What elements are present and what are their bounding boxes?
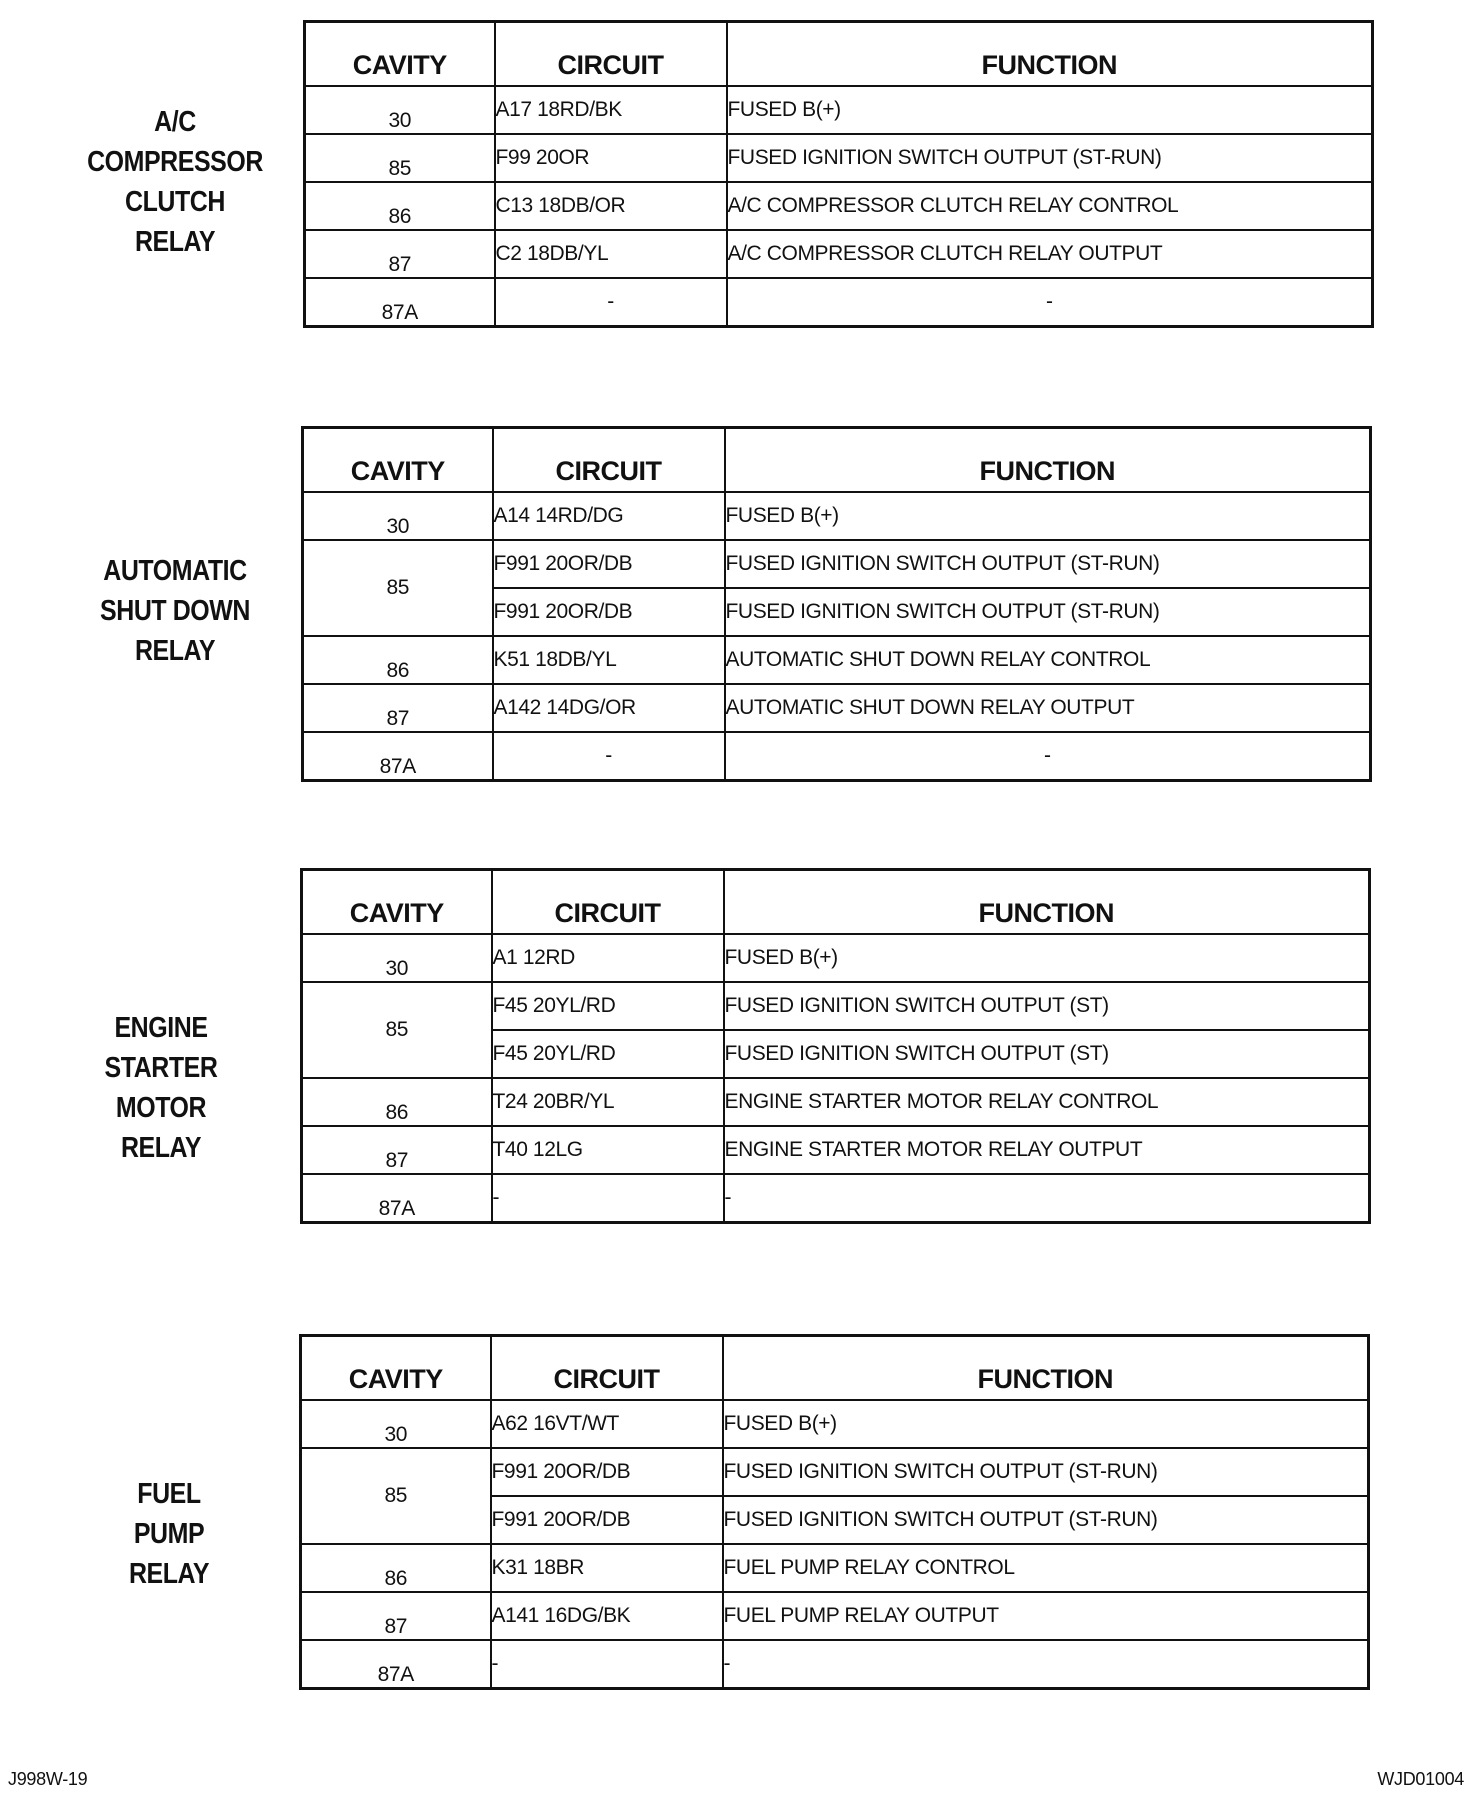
circuit-cell: A1 12RD: [492, 934, 724, 982]
column-header-circuit: CIRCUIT: [491, 1336, 723, 1401]
circuit-cell: A142 14DG/OR: [493, 684, 725, 732]
circuit-cell: F991 20OR/DB: [493, 588, 725, 636]
circuit-cell: F45 20YL/RD: [492, 982, 724, 1030]
column-header-circuit: CIRCUIT: [493, 428, 725, 493]
table-row: [303, 540, 1371, 588]
circuit-cell: C13 18DB/OR: [495, 182, 727, 230]
table-row: [305, 86, 1373, 134]
cavity-cell: 30: [302, 934, 492, 982]
table-row: [303, 732, 1371, 781]
function-cell: -: [724, 1174, 1370, 1223]
table-row: [302, 1126, 1370, 1174]
table-row: [305, 278, 1373, 327]
circuit-cell: T40 12LG: [492, 1126, 724, 1174]
column-header-circuit: CIRCUIT: [492, 870, 724, 935]
circuit-cell: A17 18RD/BK: [495, 86, 727, 134]
circuit-cell: -: [495, 278, 727, 327]
function-cell: FUEL PUMP RELAY OUTPUT: [723, 1592, 1369, 1640]
table-row: [301, 1544, 1369, 1592]
relay-label-line: CLUTCH: [125, 186, 225, 218]
relay-label-line: SHUT DOWN: [100, 595, 250, 627]
pinout-table: [303, 20, 1374, 328]
column-header-circuit: CIRCUIT: [495, 22, 727, 87]
relay-label-line: A/C: [154, 106, 196, 138]
cavity-cell: 30: [301, 1400, 491, 1448]
table-row: [301, 1640, 1369, 1689]
circuit-cell: F45 20YL/RD: [492, 1030, 724, 1078]
circuit-cell: -: [491, 1640, 723, 1689]
table-row: [301, 1448, 1369, 1496]
cavity-cell: 86: [305, 182, 495, 230]
table-row: [301, 1400, 1369, 1448]
cavity-cell: 87A: [303, 732, 493, 781]
column-header-cavity: CAVITY: [302, 870, 492, 935]
circuit-cell: K51 18DB/YL: [493, 636, 725, 684]
circuit-cell: A141 16DG/BK: [491, 1592, 723, 1640]
relay-label-line: FUEL: [137, 1478, 201, 1510]
relay-label-line: ENGINE: [114, 1012, 208, 1044]
function-cell: AUTOMATIC SHUT DOWN RELAY CONTROL: [725, 636, 1371, 684]
cavity-cell: 87A: [301, 1640, 491, 1689]
circuit-cell: F991 20OR/DB: [491, 1448, 723, 1496]
function-cell: FUSED IGNITION SWITCH OUTPUT (ST-RUN): [725, 588, 1371, 636]
function-cell: A/C COMPRESSOR CLUTCH RELAY OUTPUT: [727, 230, 1373, 278]
circuit-cell: K31 18BR: [491, 1544, 723, 1592]
cavity-cell: 85: [301, 1448, 491, 1544]
relay-label-line: MOTOR: [115, 1092, 207, 1124]
function-cell: A/C COMPRESSOR CLUTCH RELAY CONTROL: [727, 182, 1373, 230]
header-row: [303, 428, 1371, 493]
cavity-cell: 87: [303, 684, 493, 732]
relay-label-line: RELAY: [128, 1558, 210, 1590]
relay-label: [62, 1008, 260, 1168]
function-cell: FUSED IGNITION SWITCH OUTPUT (ST-RUN): [725, 540, 1371, 588]
cavity-cell: 85: [303, 540, 493, 636]
cavity-cell: 87A: [302, 1174, 492, 1223]
column-header-function: FUNCTION: [725, 428, 1371, 493]
circuit-cell: F99 20OR: [495, 134, 727, 182]
relay-label-line: AUTOMATIC: [103, 555, 247, 587]
function-cell: FUSED IGNITION SWITCH OUTPUT (ST-RUN): [723, 1448, 1369, 1496]
function-cell: FUSED IGNITION SWITCH OUTPUT (ST): [724, 982, 1370, 1030]
function-cell: FUSED B(+): [723, 1400, 1369, 1448]
function-cell: -: [727, 278, 1373, 327]
relay-label-line: RELAY: [134, 226, 216, 258]
function-cell: ENGINE STARTER MOTOR RELAY CONTROL: [724, 1078, 1370, 1126]
footer-right-code: WJD01004: [1377, 1769, 1464, 1789]
column-header-cavity: CAVITY: [305, 22, 495, 87]
relay-label: [70, 1474, 268, 1594]
table-row: [303, 636, 1371, 684]
column-header-cavity: CAVITY: [301, 1336, 491, 1401]
circuit-cell: C2 18DB/YL: [495, 230, 727, 278]
relay-label-line: RELAY: [134, 635, 216, 667]
pinout-table: [299, 1334, 1370, 1690]
function-cell: FUSED IGNITION SWITCH OUTPUT (ST-RUN): [723, 1496, 1369, 1544]
table-row: [305, 230, 1373, 278]
function-cell: ENGINE STARTER MOTOR RELAY OUTPUT: [724, 1126, 1370, 1174]
cavity-cell: 85: [302, 982, 492, 1078]
cavity-cell: 30: [305, 86, 495, 134]
relay-label-line: RELAY: [120, 1132, 202, 1164]
header-row: [301, 1336, 1369, 1401]
table-row: [302, 982, 1370, 1030]
cavity-cell: 87: [302, 1126, 492, 1174]
footer-left-code: J998W-19: [8, 1769, 88, 1789]
column-header-function: FUNCTION: [723, 1336, 1369, 1401]
relay-label-line: PUMP: [133, 1518, 205, 1550]
function-cell: FUSED B(+): [725, 492, 1371, 540]
table-row: [301, 1592, 1369, 1640]
relay-label-line: COMPRESSOR: [87, 146, 263, 178]
cavity-cell: 85: [305, 134, 495, 182]
cavity-cell: 86: [303, 636, 493, 684]
cavity-cell: 30: [303, 492, 493, 540]
cavity-cell: 87: [305, 230, 495, 278]
table-row: [302, 1078, 1370, 1126]
relay-label: [76, 551, 274, 671]
circuit-cell: F991 20OR/DB: [491, 1496, 723, 1544]
function-cell: FUSED IGNITION SWITCH OUTPUT (ST): [724, 1030, 1370, 1078]
function-cell: FUEL PUMP RELAY CONTROL: [723, 1544, 1369, 1592]
circuit-cell: T24 20BR/YL: [492, 1078, 724, 1126]
table-row: [305, 134, 1373, 182]
circuit-cell: F991 20OR/DB: [493, 540, 725, 588]
header-row: [305, 22, 1373, 87]
function-cell: -: [725, 732, 1371, 781]
relay-label: [76, 102, 274, 262]
function-cell: AUTOMATIC SHUT DOWN RELAY OUTPUT: [725, 684, 1371, 732]
cavity-cell: 87A: [305, 278, 495, 327]
circuit-cell: A14 14RD/DG: [493, 492, 725, 540]
cavity-cell: 86: [301, 1544, 491, 1592]
table-row: [303, 684, 1371, 732]
column-header-function: FUNCTION: [724, 870, 1370, 935]
pinout-table: [301, 426, 1372, 782]
header-row: [302, 870, 1370, 935]
table-row: [302, 934, 1370, 982]
table-row: [305, 182, 1373, 230]
function-cell: FUSED B(+): [727, 86, 1373, 134]
circuit-cell: -: [493, 732, 725, 781]
function-cell: -: [723, 1640, 1369, 1689]
circuit-cell: -: [492, 1174, 724, 1223]
relay-label-line: STARTER: [104, 1052, 218, 1084]
table-row: [303, 492, 1371, 540]
pinout-table: [300, 868, 1371, 1224]
column-header-function: FUNCTION: [727, 22, 1373, 87]
cavity-cell: 86: [302, 1078, 492, 1126]
circuit-cell: A62 16VT/WT: [491, 1400, 723, 1448]
cavity-cell: 87: [301, 1592, 491, 1640]
column-header-cavity: CAVITY: [303, 428, 493, 493]
function-cell: FUSED IGNITION SWITCH OUTPUT (ST-RUN): [727, 134, 1373, 182]
function-cell: FUSED B(+): [724, 934, 1370, 982]
table-row: [302, 1174, 1370, 1223]
